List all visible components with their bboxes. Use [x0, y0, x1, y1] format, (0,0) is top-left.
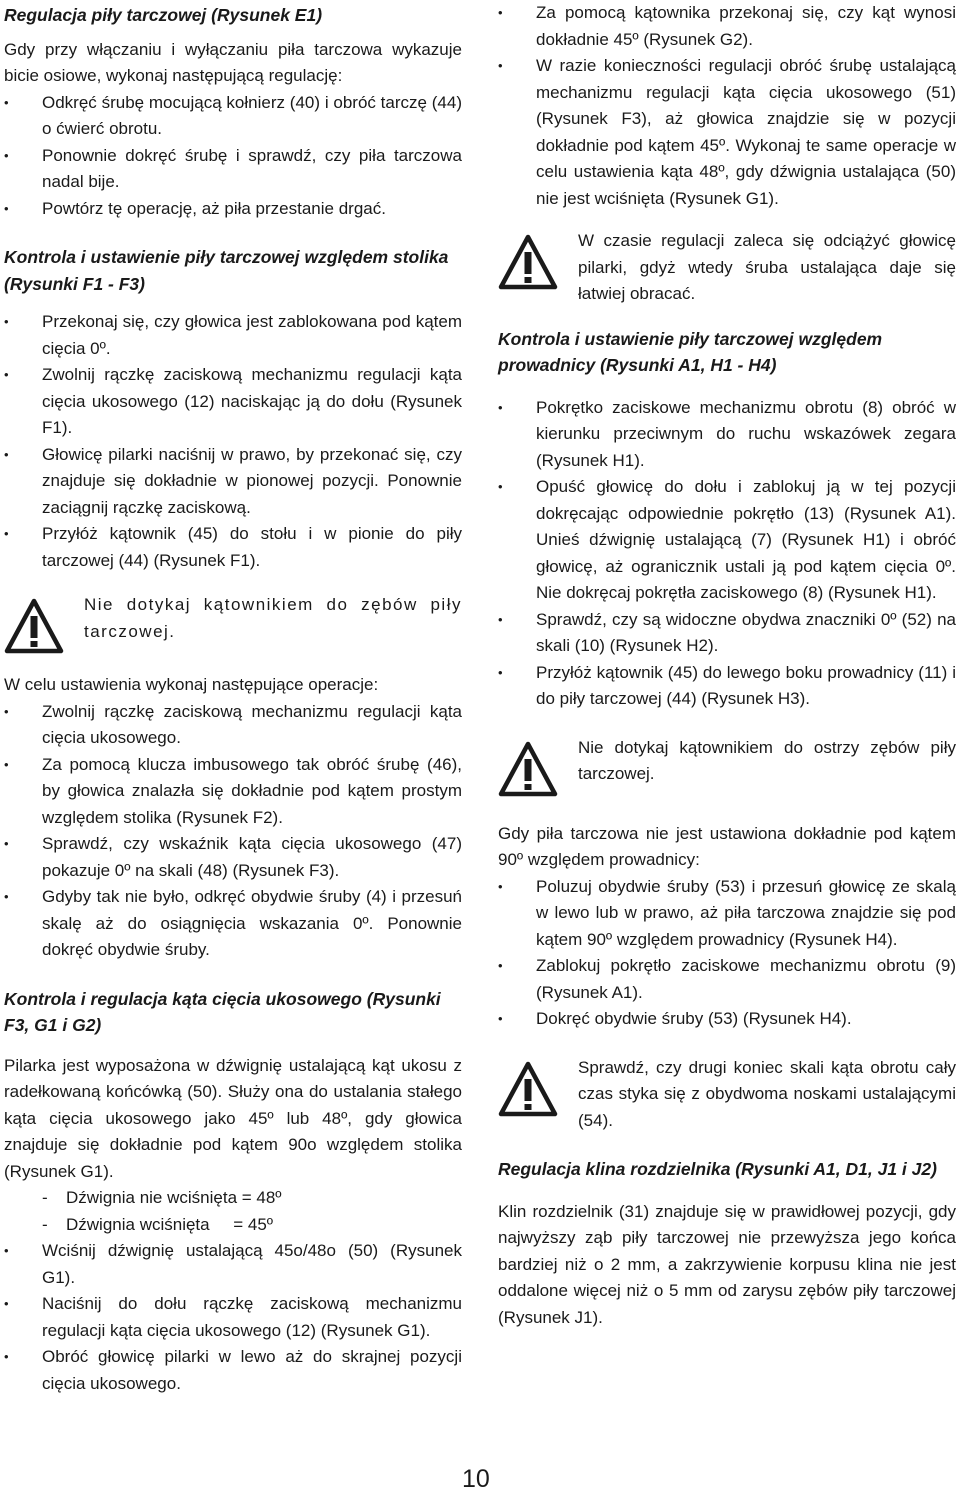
- left-column: [4, 2, 462, 1397]
- list-item: • Przyłóż kątownik (45) do stołu i w pionie do piły tarczowej (44) (Rysunek F1).: [4, 521, 462, 574]
- list-item: • Zwolnij rączkę zaciskową mechanizmu regulacji kąta cięcia ukosowego (12) naciskając ją do dołu (Rysunek F1).: [4, 362, 462, 442]
- list-item: • Za pomocą klucza imbusowego tak obróć śrubę (46), by głowica znalazła się dokładnie pod kątem prostym względem stolika (Rysunek F2).: [4, 752, 462, 832]
- heading-h: Kontrola i ustawienie piły tarczowej względem prowadnicy (Rysunki A1, H1 - H4): [498, 328, 883, 375]
- paragraph-e1: Gdy przy włączaniu i wyłączaniu piła tarczowa wykazuje bicie osiowe, wykonaj następującą regulację:: [4, 39, 462, 85]
- heading-f: Kontrola i ustawienie piły tarczowej względem stolika (Rysunki F1 - F3): [4, 247, 449, 294]
- list-item: • Zwolnij rączkę zaciskową mechanizmu regulacji kąta cięcia ukosowego.: [4, 699, 462, 752]
- paragraph-f2: W celu ustawienia wykonaj następujące operacje:: [4, 675, 379, 694]
- list-g-dash: [4, 1185, 462, 1238]
- page-number: 10: [462, 1465, 490, 1493]
- warning-box-f: [4, 592, 462, 662]
- warning-triangle-icon: [4, 598, 64, 654]
- list-item: • Odkręć śrubę mocującą kołnierz (40) i obróć tarczę (44) o ćwierć obrotu.: [4, 90, 462, 143]
- list-item: • Pokrętko zaciskowe mechanizmu obrotu (8) obróć w kierunku przeciwnym do ruchu wskazówek zegara (Rysunek H1).: [498, 395, 956, 475]
- list-f: [4, 309, 462, 574]
- heading-g: Kontrola i regulacja kąta cięcia ukosowego (Rysunki F3, G1 i G2): [4, 988, 441, 1035]
- list-g-cont: [498, 0, 956, 212]
- warning-triangle-icon: [498, 741, 558, 797]
- list-item: • Ponownie dokręć śrubę i sprawdź, czy piła tarczowa nadal bije.: [4, 143, 462, 196]
- warning-text: W czasie regulacji zaleca się odciążyć głowicę pilarki, gdyż wtedy śruba ustalająca daje się łatwiej obracać.: [578, 231, 956, 303]
- list-f2: [4, 699, 462, 964]
- heading-j: Regulacja klina rozdzielnika (Rysunki A1, D1, J1 i J2): [498, 1159, 937, 1179]
- list-item: • Zablokuj pokrętło zaciskowe mechanizmu obrotu (9) (Rysunek A1).: [498, 953, 956, 1006]
- list-item: • Naciśnij do dołu rączkę zaciskową mechanizmu regulacji kąta cięcia ukosowego (12) (Rysunek G1).: [4, 1291, 462, 1344]
- heading-e1: Regulacja piły tarczowej (Rysunek E1): [4, 5, 323, 25]
- warning-box-h2: [498, 1055, 956, 1135]
- paragraph-g: Pilarka jest wyposażona w dźwignię ustalającą kąt ukosu z radełkowaną końcówką (50). Służy ona do ustalania stałego kąta cięcia ukosowego jako 45º lub 48º, gdy głowica znajduje się dokładnie pod kątem 90o względem stolika (Rysunek G1).: [4, 1055, 462, 1181]
- list-item: - Dźwignia wciśnięta = 45º: [4, 1212, 462, 1239]
- list-item: • Sprawdź, czy wskaźnik kąta cięcia ukosowego (47) pokazuje 0º na skali (48) (Rysunek F3).: [4, 831, 462, 884]
- list-h2: [498, 874, 956, 1033]
- list-item: • Przekonaj się, czy głowica jest zablokowana pod kątem cięcia 0º.: [4, 309, 462, 362]
- list-item: • Za pomocą kątownika przekonaj się, czy kąt wynosi dokładnie 45º (Rysunek G2).: [498, 0, 956, 53]
- list-item: • Przyłóż kątownik (45) do lewego boku prowadnicy (11) i do piły tarczowej (44) (Rysunek H3).: [498, 660, 956, 713]
- list-h: [498, 395, 956, 713]
- list-e1: [4, 90, 462, 223]
- paragraph-h2: Gdy piła tarczowa nie jest ustawiona dokładnie pod kątem 90º względem prowadnicy:: [498, 823, 956, 869]
- list-item: • Gdyby tak nie było, odkręć obydwie śruby (4) i przesuń skalę aż do osiągnięcia wskazania 0º. Ponownie dokręć obydwie śruby.: [4, 884, 462, 964]
- warning-triangle-icon: [498, 1061, 558, 1117]
- warning-box-g: [498, 228, 956, 308]
- list-item: • Głowicę pilarki naciśnij w prawo, by przekonać się, czy znajduje się dokładnie w pionowej pozycji. Ponownie zaciągnij rączkę zaciskową.: [4, 442, 462, 522]
- warning-text: Nie dotykaj kątownikiem do zębów piły tarczowej.: [84, 595, 462, 641]
- warning-triangle-icon: [498, 234, 558, 290]
- list-g: [4, 1238, 462, 1397]
- list-item: • Dokręć obydwie śruby (53) (Rysunek H4).: [498, 1006, 956, 1033]
- paragraph-j: Klin rozdzielnik (31) znajduje się w prawidłowej pozycji, gdy najwyższy ząb piły tarczowej nie przewyższa jego końca bardziej niż o 2 mm, a zakrzywienie korpusu klina nie jest oddalone więcej niż o 5 mm od zarysu zębów piły tarczowej (Rysunek J1).: [498, 1201, 956, 1327]
- list-item: • Poluzuj obydwie śruby (53) i przesuń głowicę ze skalą w lewo lub w prawo, aż piła tarczowa znajdzie się pod kątem 90º względem prowadnicy (Rysunek H4).: [498, 874, 956, 954]
- list-item: • Sprawdź, czy są widoczne obydwa znaczniki 0º (52) na skali (10) (Rysunek H2).: [498, 607, 956, 660]
- list-item: - Dźwignia nie wciśnięta = 48º: [4, 1185, 462, 1212]
- warning-text: Nie dotykaj kątownikiem do ostrzy zębów piły tarczowej.: [578, 737, 956, 783]
- right-column: [498, 0, 956, 1331]
- warning-text: Sprawdź, czy drugi koniec skali kąta obrotu cały czas styka się z obydwoma noskami ustalającymi (54).: [578, 1057, 956, 1130]
- list-item: • Obróć głowicę pilarki w lewo aż do skrajnej pozycji cięcia ukosowego.: [4, 1344, 462, 1397]
- list-item: • Wciśnij dźwignię ustalającą 45o/48o (50) (Rysunek G1).: [4, 1238, 462, 1291]
- list-item: • W razie konieczności regulacji obróć śrubę ustalającą mechanizmu regulacji kąta cięcia ukosowego (51) (Rysunek F3), aż głowica znajdzie się w pozycji dokładnie pod kątem 45º. Wykonaj te same operacje w celu ustawienia kąta 48º, gdy dźwignia ustalająca (50) nie jest wciśnięta (Rysunek G1).: [498, 53, 956, 212]
- warning-box-h: [498, 735, 956, 805]
- list-item: • Opuść głowicę do dołu i zablokuj ją w tej pozycji dokręcając odpowiednie pokrętło (13) (Rysunek A1). Unieś dźwignię ustalającą (7) (Rysunek H1) i obróć głowicę, aż ogranicznik ustali ją pod kątem cięcia 0º. Nie dokręcaj pokrętła zaciskowego (8) (Rysunek H1).: [498, 474, 956, 607]
- list-item: • Powtórz tę operację, aż piła przestanie drgać.: [4, 196, 462, 223]
